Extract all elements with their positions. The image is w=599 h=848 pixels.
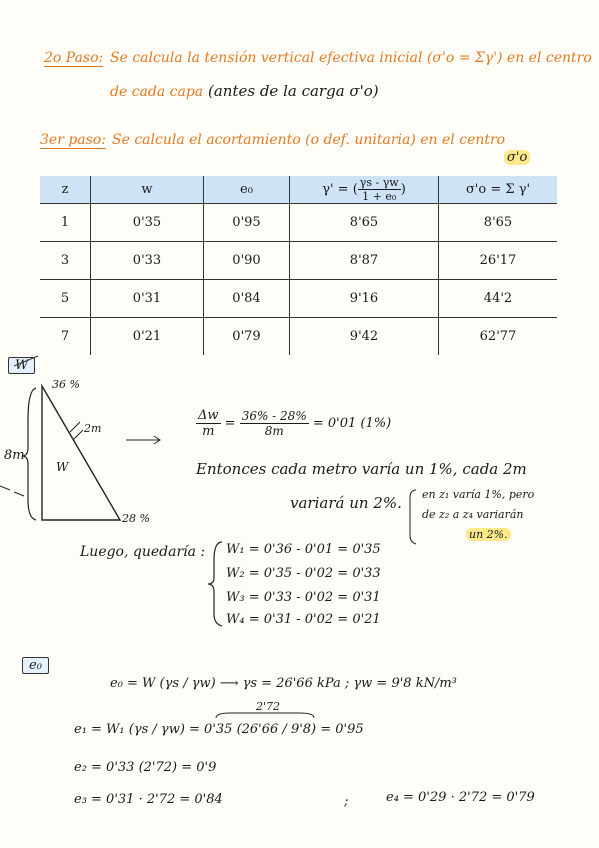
step-label: 2m	[84, 422, 102, 435]
pointer-line	[14, 356, 38, 366]
e4-line: e₄ = 0'29 · 2'72 = 0'79	[386, 790, 535, 805]
e3-line: e₃ = 0'31 · 2'72 = 0'84	[74, 792, 223, 807]
note-line3: un 2%.	[466, 528, 511, 541]
cell-sigma: 26'17	[439, 242, 558, 280]
cell-gamma: 8'87	[290, 242, 439, 280]
dash-marks	[0, 486, 24, 496]
step2-line2-paren: (antes de la carga σ'o)	[208, 82, 379, 100]
cell-z: 5	[40, 280, 91, 318]
step2-line2-prefix: de cada capa	[110, 84, 204, 100]
cell-w: 0'33	[91, 242, 204, 280]
cell-e0: 0'90	[204, 242, 290, 280]
bottom-pct: 28 %	[122, 512, 150, 525]
note-line1: en z₁ varía 1%, pero	[422, 488, 535, 501]
side-label: 8m	[4, 448, 25, 463]
e0-formula: e₀ = W (γs / γw) ⟶ γs = 26'66 kPa ; γw = 9'8 kN/m³	[110, 676, 457, 691]
w-line-4: W₄ = 0'31 - 0'02 = 0'21	[226, 612, 381, 627]
cell-e0: 0'79	[204, 318, 290, 356]
w-line-1: W₁ = 0'36 - 0'01 = 0'35	[226, 542, 381, 557]
cell-z: 7	[40, 318, 91, 356]
note-bracket	[410, 490, 416, 544]
cell-w: 0'21	[91, 318, 204, 356]
separator: ;	[344, 794, 349, 809]
eq-result: = 0'01 (1%)	[312, 416, 392, 431]
then-line2: variará un 2%.	[290, 494, 402, 512]
overbrace	[216, 713, 314, 718]
cell-e0: 0'95	[204, 204, 290, 242]
cell-w: 0'35	[91, 204, 204, 242]
eq-lhs-den: m	[202, 424, 215, 439]
sigma-annotation: σ'o	[504, 150, 530, 165]
moisture-triangle	[42, 386, 120, 520]
cell-sigma: 8'65	[439, 204, 558, 242]
e0-tag: e₀	[22, 658, 49, 673]
cell-sigma: 44'2	[439, 280, 558, 318]
luego-label: Luego, quedaría :	[80, 544, 206, 560]
header-e0: e₀	[204, 176, 290, 204]
note-line2: de z₂ a z₄ variarán	[422, 508, 524, 521]
cell-w: 0'31	[91, 280, 204, 318]
w-label: W	[56, 460, 69, 474]
top-pct: 36 %	[52, 378, 80, 391]
header-w: w	[91, 176, 204, 204]
cell-e0: 0'84	[204, 280, 290, 318]
ratio-note: 2'72	[256, 700, 281, 713]
cell-z: 1	[40, 204, 91, 242]
w-gradient-equation: $\frac{\Delta w}{m}$ = $\frac{36\% - 28\%}{8m}$ = 0'01 (1%)	[198, 408, 392, 439]
eq-lhs-num: Δw	[198, 408, 219, 423]
cell-gamma: 9'16	[290, 280, 439, 318]
cell-gamma: 9'42	[290, 318, 439, 356]
w-list-brace	[208, 542, 222, 626]
header-z: z	[40, 176, 91, 204]
w-line-3: W₃ = 0'33 - 0'02 = 0'31	[226, 590, 381, 605]
arrow-icon	[126, 436, 160, 444]
cell-gamma: 8'65	[290, 204, 439, 242]
step3-text: Se calcula el acortamiento (o def. unitaria) en el centro	[112, 132, 506, 148]
eq-mid-den: 8m	[264, 424, 284, 438]
header-gamma-num: γs - γw	[359, 176, 399, 189]
e1-line: e₁ = W₁ (γs / γw) = 0'35 (26'66 / 9'8) = 0'95	[74, 722, 364, 737]
eq-mid-num: 36% - 28%	[241, 409, 307, 423]
header-gamma-den: 1 + e₀	[362, 190, 397, 203]
cell-z: 3	[40, 242, 91, 280]
header-gamma: γ' = ( $\frac{\gamma s - \gamma w}{\text{1 + e₀}}$ )	[290, 176, 439, 204]
step3-label: 3er paso:	[40, 132, 106, 148]
w-line-2: W₂ = 0'35 - 0'02 = 0'33	[226, 566, 381, 581]
then-line1: Entonces cada metro varía un 1%, cada 2m	[196, 460, 527, 478]
step2-label: 2o Paso:	[44, 50, 104, 66]
step2-line1: Se calcula la tensión vertical efectiva inicial (σ'o = Σγ') en el centro	[110, 50, 592, 66]
header-gamma-prefix: γ' = (	[322, 182, 358, 197]
e2-line: e₂ = 0'33 (2'72) = 0'9	[74, 760, 217, 775]
w-tag: W	[8, 358, 35, 373]
cell-sigma: 62'77	[439, 318, 558, 356]
header-sigma: σ'o = Σ γ'	[439, 176, 558, 204]
